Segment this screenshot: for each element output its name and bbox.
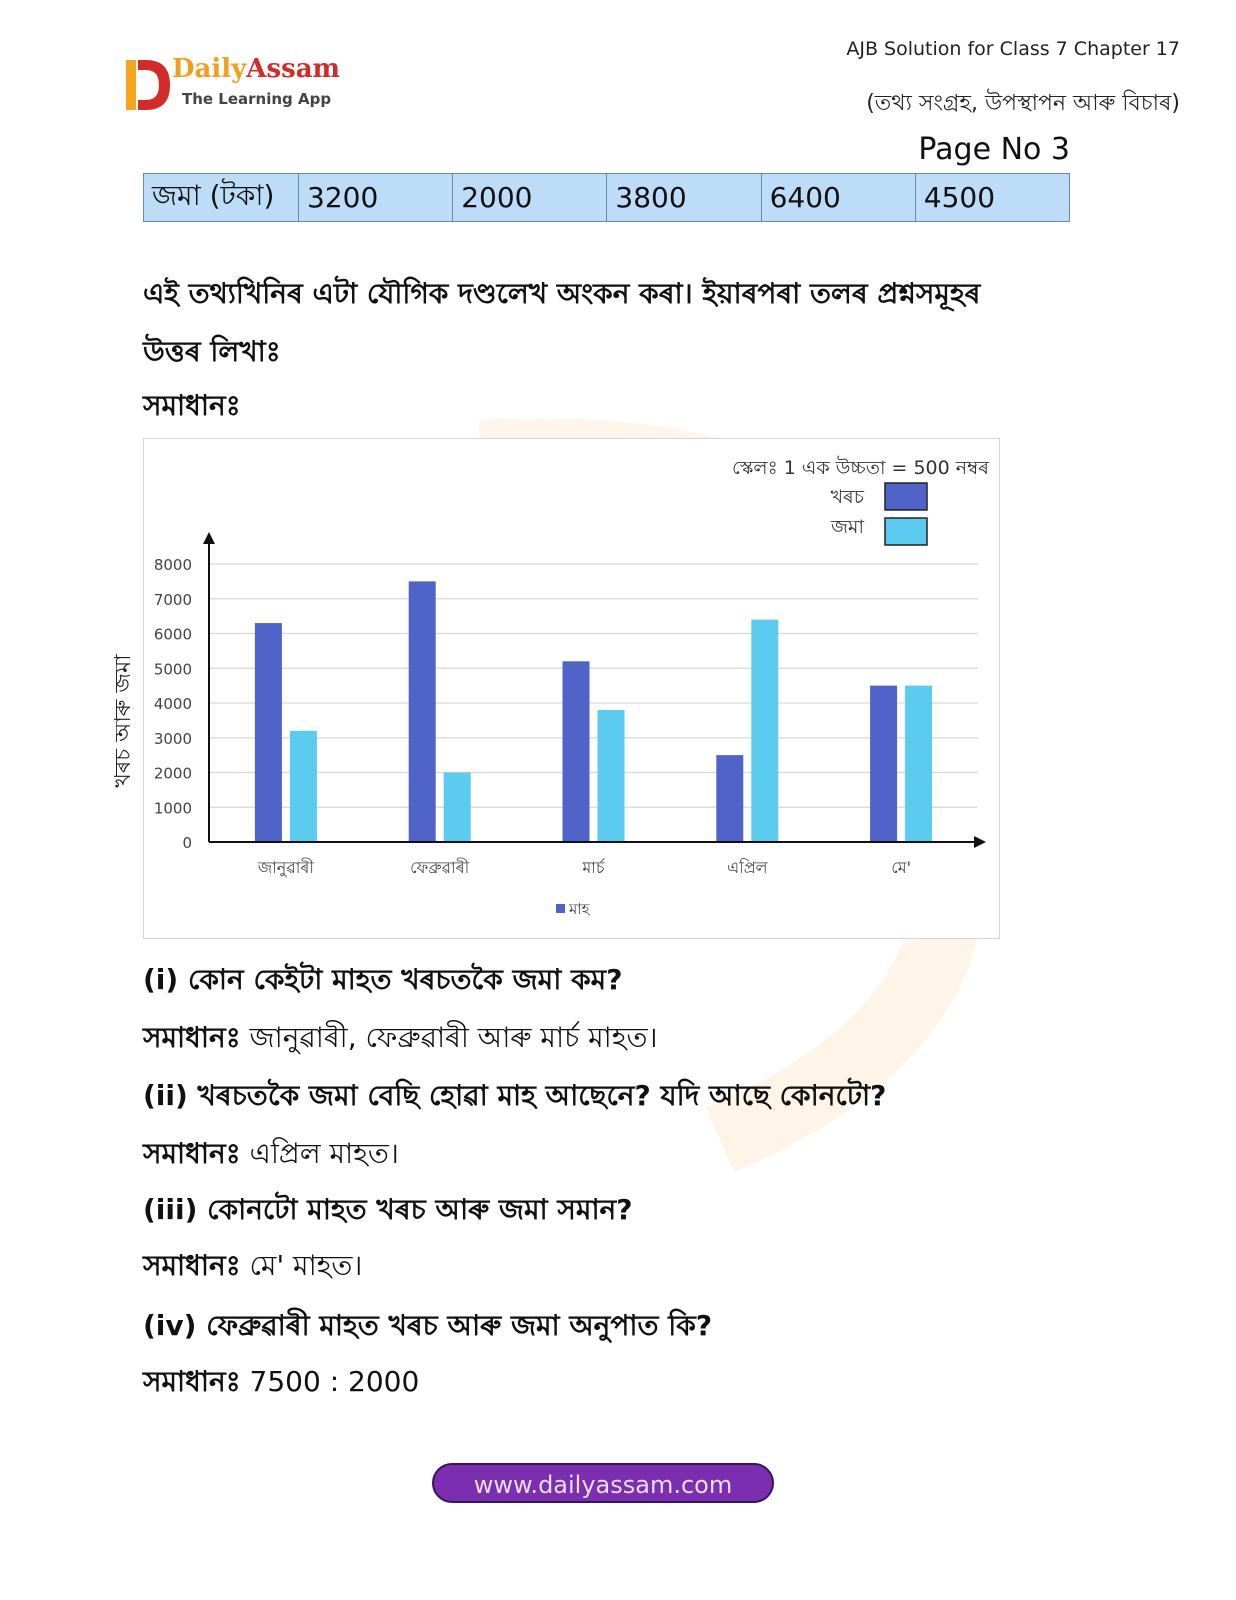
y-tick-label: 7000 [153,590,192,609]
question-4 [143,1304,712,1351]
answer-1 [143,1016,658,1063]
y-tick-label: 4000 [153,695,192,713]
x-axis-arrow-icon [974,836,986,848]
question-text: ফেব্ৰুৱাৰী মাহত খৰচ আৰু জমা অনুপাত কি? [206,1309,713,1342]
x-tick-label: মাৰ্চ [582,858,605,877]
bar-deposit [905,686,932,842]
bar-expense [870,686,897,842]
bar-deposit [598,710,625,842]
question-1 [143,958,622,1005]
legend-label-expense: খৰচ [830,486,864,508]
solution-label: সমাধানঃ [143,389,241,422]
bar-deposit [290,731,317,842]
y-axis-label: খৰচ আৰু জমা [111,654,136,788]
question-text: কোনটো মাহত খৰচ আৰু জমা সমান? [207,1193,633,1226]
bar-deposit [751,620,778,842]
brand-name [172,54,340,84]
answer-text: এপ্ৰিল মাহত। [249,1137,399,1170]
answer-2 [143,1132,399,1179]
chart-bars [255,581,932,842]
question-number: (i) [143,963,179,996]
answer-label: সমাধানঃ [143,1365,241,1398]
scale-note: স্কেলঃ 1 এক উচ্চতা = 500 নম্বৰ [732,457,989,479]
x-tick-label: এপ্ৰিল [726,858,768,877]
y-tick-label: 8000 [153,556,192,574]
answer-text: মে' মাহত। [249,1249,363,1282]
question-text: কোন কেইটা মাহত খৰচতকৈ জমা কম? [187,963,623,996]
answer-3 [143,1244,362,1291]
x-axis-categories [257,858,911,877]
answer-label: সমাধানঃ [143,1249,241,1282]
brand-daily: Daily [172,54,247,84]
answer-4 [143,1360,419,1407]
answer-text: জানুৱাৰী, ফেব্ৰুৱাৰী আৰু মাৰ্চ মাহত। [249,1021,658,1054]
logo-d-icon [126,58,170,112]
footer-website-link[interactable]: www.dailyassam.com [432,1463,774,1503]
question-2 [143,1074,886,1121]
y-axis-arrow-icon [203,532,215,544]
table-cell: 2000 [453,174,607,222]
bar-expense [255,623,282,842]
y-tick-label: 1000 [153,799,192,818]
legend-label-deposit: জমা [830,516,864,538]
x-tick-label: ফেব্ৰুৱাৰী [410,858,470,877]
chapter-subtitle: (তথ্য সংগ্ৰহ, উপস্থাপন আৰু বিচাৰ) [866,91,1180,116]
table-cell: 6400 [761,174,915,222]
table-cell: 4500 [915,174,1069,222]
table-cell-label: জমা (টকা) [144,174,299,222]
legend-swatch-deposit [885,518,927,545]
y-tick-label: 3000 [153,729,192,748]
question-number: (ii) [143,1079,188,1112]
y-tick-label: 5000 [153,660,192,679]
x-legend-swatch [556,904,565,913]
task-line-1: এই তথ্যখিনিৰ এটা যৌগিক দণ্ডলেখ অংকন কৰা। ইয়াৰপৰা তলৰ প্ৰশ্নসমূহৰ [143,277,981,310]
chart-gridlines [209,564,978,807]
question-number: (iv) [143,1309,197,1342]
bar-deposit [444,773,471,843]
answer-label: সমাধানঃ [143,1137,241,1170]
y-tick-label: 2000 [153,764,192,783]
question-3 [143,1188,633,1235]
y-tick-label: 0 [182,834,192,852]
y-tick-label: 6000 [153,625,192,644]
table-cell: 3800 [607,174,761,222]
brand-tagline: The Learning App [182,90,332,108]
chart-frame [111,438,1000,939]
bar-expense [409,581,436,842]
question-number: (iii) [143,1193,198,1226]
answer-label: সমাধানঃ [143,1021,241,1054]
solution-title: AJB Solution for Class 7 Chapter 17 [846,38,1180,60]
brand-assam: Assam [246,54,341,84]
answer-text: 7500 : 2000 [249,1365,420,1398]
x-axis-label: মাহ [569,900,590,918]
deposit-table [143,173,1070,222]
compound-bar-chart [111,439,999,938]
bar-expense [563,661,590,842]
table-row [144,174,1070,222]
x-tick-label: মে' [891,858,911,877]
question-text: খৰচতকৈ জমা বেছি হোৱা মাহ আছেনে? যদি আছে কোনটো? [197,1079,887,1112]
table-cell: 3200 [299,174,453,222]
legend-swatch-expense [885,483,927,510]
y-axis-ticks [154,556,192,852]
task-line-2: উত্তৰ লিখাঃ [143,335,281,368]
page-number: Page No 3 [918,132,1070,167]
daily-assam-logo [126,54,366,118]
bar-expense [716,755,743,842]
x-tick-label: জানুৱাৰী [257,858,314,877]
